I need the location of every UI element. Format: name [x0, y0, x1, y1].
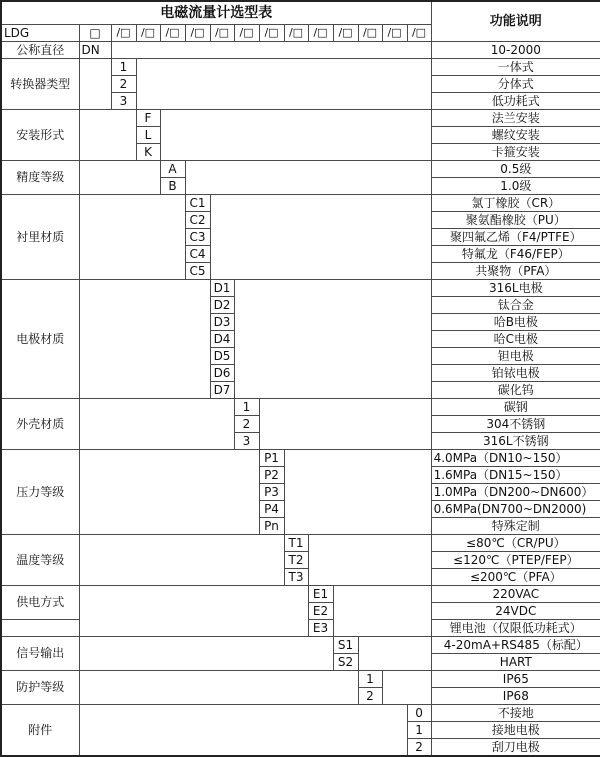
group-label-protection: 防护等级: [1, 671, 79, 705]
spacer-cell: [79, 586, 308, 637]
function-cell: 24VDC: [431, 603, 600, 620]
function-cell: 304不锈钢: [431, 416, 600, 433]
code-cell: T1: [284, 535, 308, 552]
function-cell: 钽电极: [431, 348, 600, 365]
code-cell: C4: [185, 246, 210, 263]
code-cell: F: [136, 110, 160, 127]
group-label-pressure: 压力等级: [1, 450, 79, 535]
function-cell: 铂铱电极: [431, 365, 600, 382]
function-cell: 哈B电极: [431, 314, 600, 331]
table-title: 电磁流量计选型表: [1, 1, 431, 25]
spacer-cell: [308, 535, 431, 586]
spacer-cell: [234, 280, 431, 399]
spacer-cell: [210, 195, 431, 280]
model-slot-cell: /□: [382, 25, 407, 42]
group-label-housing: 外壳材质: [1, 399, 79, 450]
group-label-installation: 安装形式: [1, 110, 79, 161]
function-cell: 4-20mA+RS485（标配）: [431, 637, 600, 654]
model-box-cell: □: [79, 25, 111, 42]
spacer-cell: [358, 637, 431, 671]
function-cell: HART: [431, 654, 600, 671]
model-slot-cell: /□: [284, 25, 308, 42]
code-cell: 2: [358, 688, 382, 705]
group-label-accessory: 附件: [1, 705, 79, 757]
group-label-diameter: 公称直径: [1, 42, 79, 59]
function-cell: 220VAC: [431, 586, 600, 603]
function-cell: 1.6MPa（DN15~150）: [431, 467, 600, 484]
spacer-cell: [79, 705, 407, 757]
code-cell: 3: [111, 93, 136, 110]
model-slot-cell: /□: [136, 25, 160, 42]
function-cell: 316L电极: [431, 280, 600, 297]
function-cell: 0.5级: [431, 161, 600, 178]
function-cell: 特殊定制: [431, 518, 600, 535]
code-cell: C3: [185, 229, 210, 246]
group-label-electrode: 电极材质: [1, 280, 79, 399]
code-cell: 2: [234, 416, 259, 433]
code-cell: 1: [234, 399, 259, 416]
group-label-accuracy: 精度等级: [1, 161, 79, 195]
code-cell: B: [160, 178, 185, 195]
code-cell: P3: [259, 484, 284, 501]
code-cell: C2: [185, 212, 210, 229]
model-slot-cell: /□: [234, 25, 259, 42]
code-cell: C5: [185, 263, 210, 280]
spacer-cell: [79, 637, 333, 671]
code-cell: 1: [407, 722, 431, 739]
spacer-cell: [79, 450, 259, 535]
group-label-power: 供电方式: [1, 586, 79, 620]
model-slot-cell: /□: [308, 25, 333, 42]
function-cell: 氯丁橡胶（CR）: [431, 195, 600, 212]
code-cell: 3: [234, 433, 259, 450]
code-cell: K: [136, 144, 160, 161]
spacer-cell: [79, 195, 185, 280]
model-slot-cell: /□: [160, 25, 185, 42]
spacer-cell: [382, 671, 431, 705]
function-cell: 碳化钨: [431, 382, 600, 399]
function-cell: 法兰安装: [431, 110, 600, 127]
spacer-cell: [79, 161, 160, 195]
function-cell: IP65: [431, 671, 600, 688]
code-cell: E2: [308, 603, 333, 620]
function-cell: 钛合金: [431, 297, 600, 314]
function-cell: 不接地: [431, 705, 600, 722]
function-cell: 316L不锈钢: [431, 433, 600, 450]
model-slot-cell: /□: [333, 25, 358, 42]
code-cell: 2: [407, 739, 431, 757]
code-cell: C1: [185, 195, 210, 212]
code-cell: T3: [284, 569, 308, 586]
spacer-cell: [136, 59, 431, 110]
model-slot-cell: /□: [259, 25, 284, 42]
function-cell: 1.0MPa（DN200~DN600）: [431, 484, 600, 501]
model-slot-cell: /□: [210, 25, 234, 42]
function-cell: ≤80℃（CR/PU）: [431, 535, 600, 552]
function-cell: 特氟龙（F46/FEP）: [431, 246, 600, 263]
code-cell: P1: [259, 450, 284, 467]
code-cell: E3: [308, 620, 333, 637]
spacer-cell: [79, 671, 358, 705]
function-cell: 0.6MPa(DN700~DN2000): [431, 501, 600, 518]
function-cell: 共聚物（PFA）: [431, 263, 600, 280]
spacer-cell: [79, 110, 136, 161]
code-cell: D5: [210, 348, 234, 365]
function-cell: 分体式: [431, 76, 600, 93]
code-cell: 1: [111, 59, 136, 76]
spacer-cell: [79, 59, 111, 110]
code-cell: D3: [210, 314, 234, 331]
spacer-cell: [160, 110, 431, 161]
function-cell: 刮刀电极: [431, 739, 600, 757]
function-cell: 1.0级: [431, 178, 600, 195]
group-label-temperature: 温度等级: [1, 535, 79, 586]
code-cell: DN: [79, 42, 111, 59]
function-cell: 聚氨酯橡胶（PU）: [431, 212, 600, 229]
function-cell: IP68: [431, 688, 600, 705]
function-cell: 卡箍安装: [431, 144, 600, 161]
spacer-cell: [259, 399, 431, 450]
code-cell: 1: [358, 671, 382, 688]
function-cell: 10-2000: [431, 42, 600, 59]
code-cell: E1: [308, 586, 333, 603]
function-column-header: 功能说明: [431, 1, 600, 42]
code-cell: T2: [284, 552, 308, 569]
spacer-cell: [79, 280, 210, 399]
spacer-cell: [185, 161, 431, 195]
function-cell: 接地电极: [431, 722, 600, 739]
function-cell: ≤200℃（PFA）: [431, 569, 600, 586]
spacer-cell: [1, 620, 79, 637]
code-cell: S1: [333, 637, 358, 654]
code-cell: 0: [407, 705, 431, 722]
function-cell: 一体式: [431, 59, 600, 76]
function-cell: 哈C电极: [431, 331, 600, 348]
code-cell: D1: [210, 280, 234, 297]
model-slot-cell: /□: [185, 25, 210, 42]
model-prefix: LDG: [1, 25, 79, 42]
code-cell: P2: [259, 467, 284, 484]
code-cell: A: [160, 161, 185, 178]
group-label-signal: 信号输出: [1, 637, 79, 671]
function-cell: 锂电池（仅限低功耗式）: [431, 620, 600, 637]
code-cell: D4: [210, 331, 234, 348]
function-cell: 4.0MPa（DN10~150）: [431, 450, 600, 467]
code-cell: L: [136, 127, 160, 144]
function-cell: 螺纹安装: [431, 127, 600, 144]
spacer-cell: [79, 399, 234, 450]
model-slot-cell: /□: [358, 25, 382, 42]
function-cell: 碳钢: [431, 399, 600, 416]
model-slot-cell: /□: [407, 25, 431, 42]
model-slot-cell: /□: [111, 25, 136, 42]
code-cell: Pn: [259, 518, 284, 535]
function-cell: 低功耗式: [431, 93, 600, 110]
group-label-lining: 衬里材质: [1, 195, 79, 280]
group-label-converter: 转换器类型: [1, 59, 79, 110]
code-cell: D6: [210, 365, 234, 382]
spacer-cell: [79, 535, 284, 586]
code-cell: P4: [259, 501, 284, 518]
code-cell: S2: [333, 654, 358, 671]
spacer-cell: [111, 42, 431, 59]
spacer-cell: [333, 586, 431, 637]
code-cell: 2: [111, 76, 136, 93]
function-cell: 聚四氟乙烯（F4/PTFE）: [431, 229, 600, 246]
function-cell: ≤120℃（PTEP/FEP）: [431, 552, 600, 569]
spacer-cell: [284, 450, 431, 535]
code-cell: D7: [210, 382, 234, 399]
code-cell: D2: [210, 297, 234, 314]
